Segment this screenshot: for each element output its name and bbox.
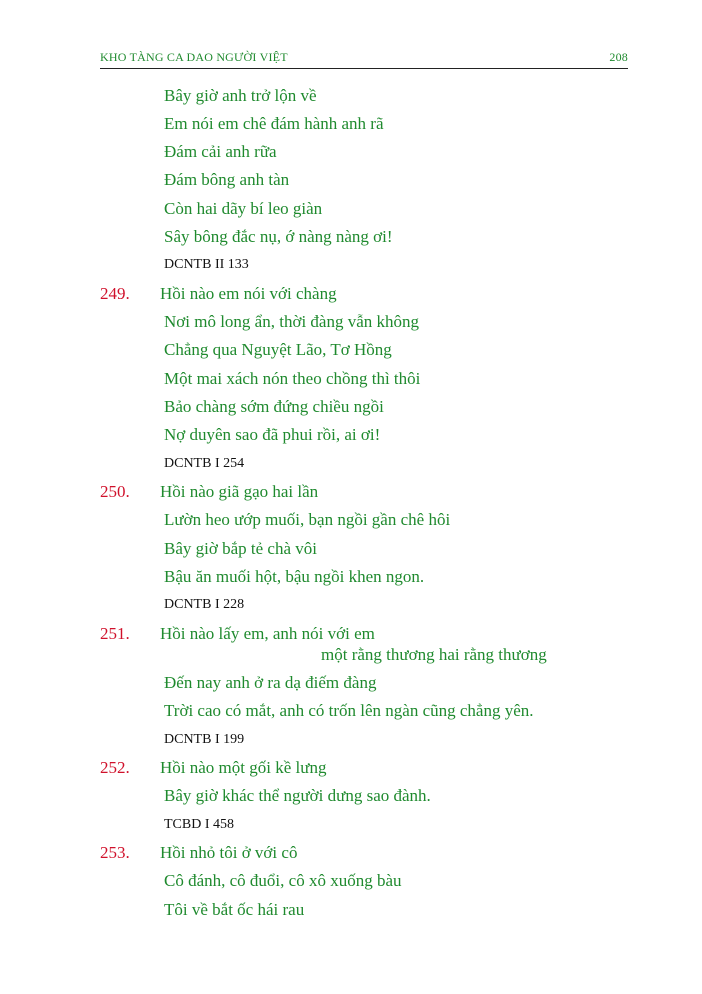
page-number: 208 xyxy=(609,50,628,64)
poem-number: 249. xyxy=(100,284,130,303)
source-reference: DCNTB II 133 xyxy=(164,257,249,272)
source-reference: TCBD I 458 xyxy=(164,817,234,832)
poem-number: 253. xyxy=(100,843,130,862)
source-reference: DCNTB I 228 xyxy=(164,597,245,612)
page-header xyxy=(100,48,628,69)
verse-line: Nơi mô long ẩn, thời đàng vẫn không xyxy=(164,312,420,331)
poem-number: 252. xyxy=(100,758,130,777)
verse-line-continuation: một rằng thương hai rằng thương xyxy=(321,645,547,664)
verse-line: Bậu ăn muối hột, bậu ngồi khen ngon. xyxy=(164,567,425,586)
verse-line: Đám cải anh rữa xyxy=(164,142,277,161)
verse-line: Đến nay anh ở ra dạ điếm đàng xyxy=(164,673,377,692)
book-title: KHO TÀNG CA DAO NGƯỜI VIỆT xyxy=(100,50,288,64)
verse-line: Một mai xách nón theo chồng thì thôi xyxy=(164,369,421,388)
verse-line: Nợ duyên sao đã phui rồi, ai ơi! xyxy=(164,425,381,444)
verse-line: Em nói em chê đám hành anh rã xyxy=(164,114,384,133)
poem-number: 251. xyxy=(100,624,130,643)
poem-number: 250. xyxy=(100,482,130,501)
verse-line: Tôi về bắt ốc hái rau xyxy=(164,900,305,919)
verse-line: Bây giờ bắp tẻ chà vôi xyxy=(164,539,317,558)
source-reference: DCNTB I 199 xyxy=(164,732,245,747)
verse-line: Trời cao có mắt, anh có trốn lên ngàn cũng chẳng yên. xyxy=(164,701,534,720)
verse-line: Lườn heo ướp muối, bạn ngồi gần chê hôi xyxy=(164,510,451,529)
source-reference: DCNTB I 254 xyxy=(164,456,245,471)
verse-line: Chẳng qua Nguyệt Lão, Tơ Hồng xyxy=(164,340,392,359)
verse-line: Còn hai dãy bí leo giàn xyxy=(164,199,323,218)
verse-line-first: Hồi nào lấy em, anh nói với em xyxy=(160,624,375,643)
verse-line-first: Hồi nào em nói với chàng xyxy=(160,284,337,303)
verse-line-first: Hồi nào giã gạo hai lần xyxy=(160,482,319,501)
verse-line: Bây giờ khác thể người dưng sao đành. xyxy=(164,786,431,805)
verse-line: Sây bông đắc nụ, ớ nàng nàng ơi! xyxy=(164,227,393,246)
verse-line: Bây giờ anh trở lộn về xyxy=(164,86,317,105)
verse-line-first: Hồi nhỏ tôi ở với cô xyxy=(160,843,298,862)
verse-line: Đám bông anh tàn xyxy=(164,170,290,189)
verse-line: Cô đánh, cô đuổi, cô xô xuống bàu xyxy=(164,871,402,890)
verse-line: Bảo chàng sớm đứng chiều ngồi xyxy=(164,397,384,416)
verse-line-first: Hồi nào một gối kề lưng xyxy=(160,758,327,777)
